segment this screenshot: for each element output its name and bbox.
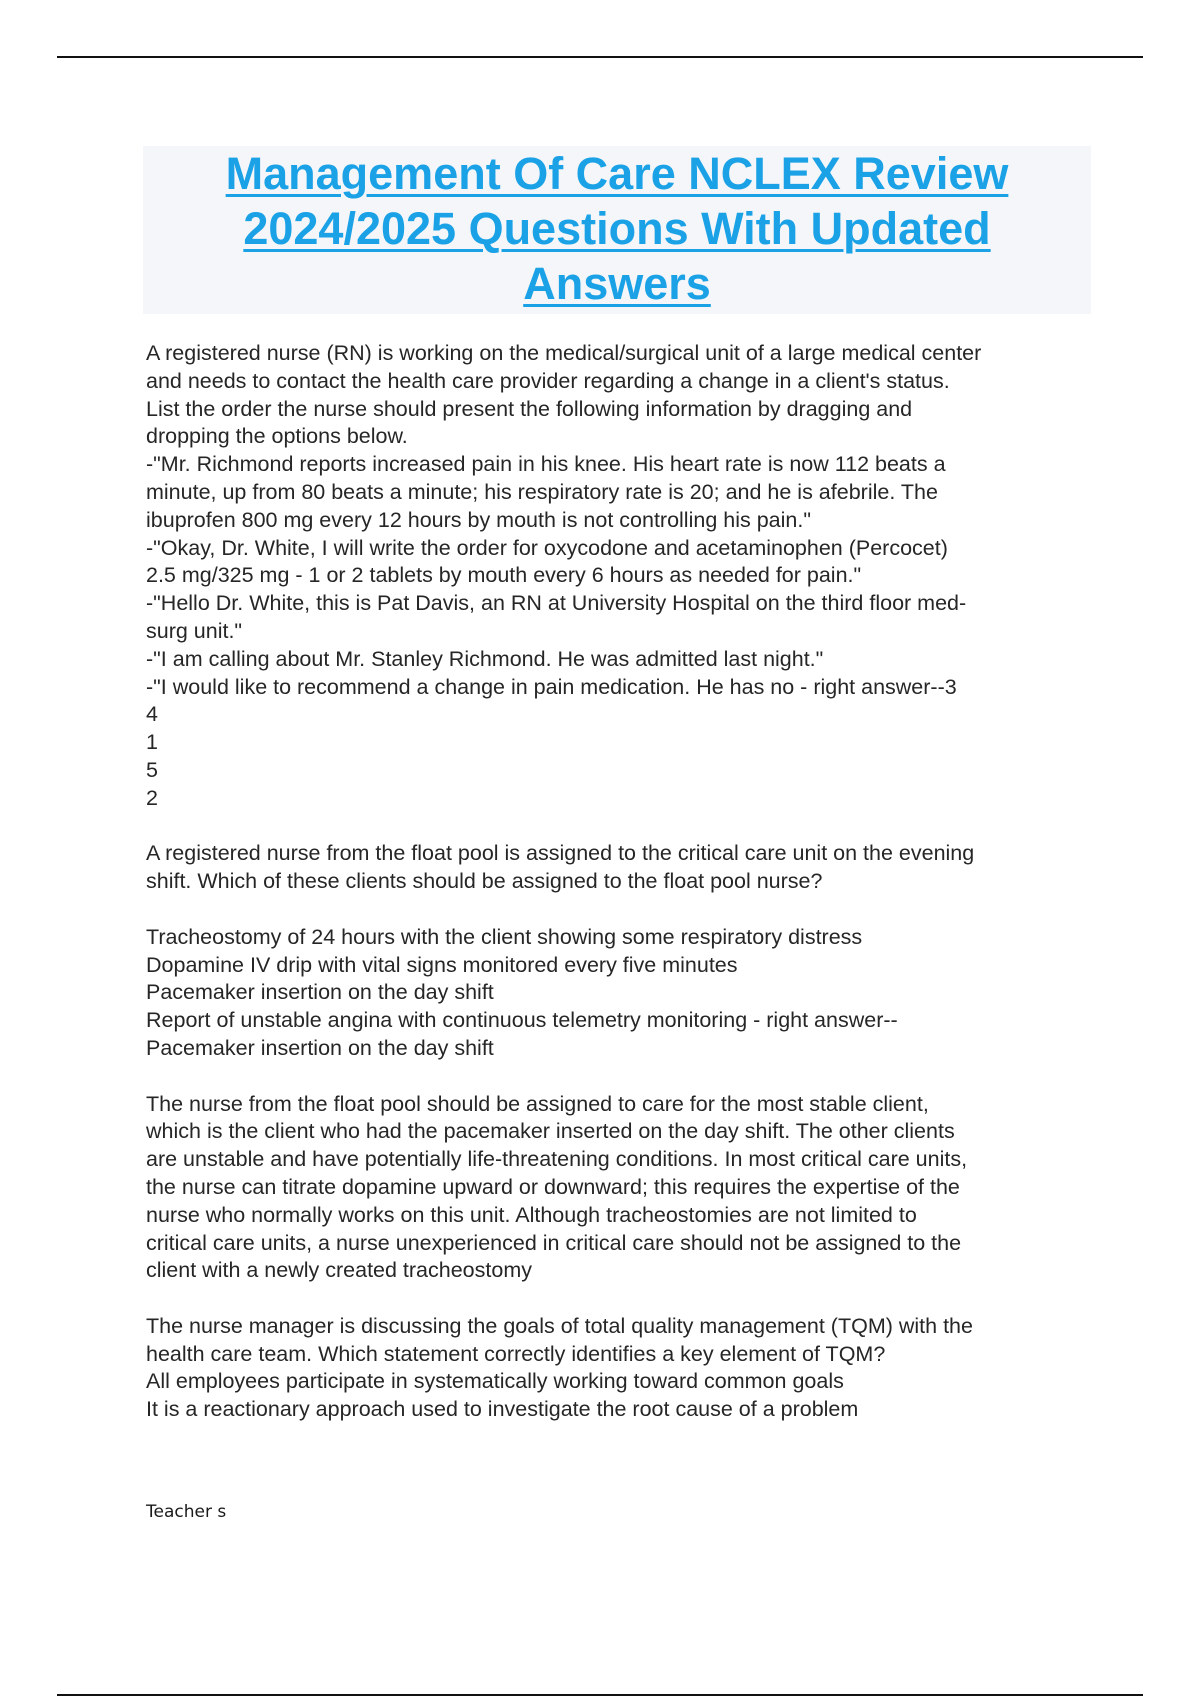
q3-line: health care team. Which statement correctly identifies a key element of TQM?	[146, 1341, 886, 1366]
q2-rationale-line: are unstable and have potentially life-threatening conditions. In most critical care units,	[146, 1147, 968, 1172]
q1-option-line: -"I would like to recommend a change in pain medication. He has no - right answer--3	[146, 674, 957, 699]
paragraph-gap	[146, 1285, 1096, 1313]
title-line-3: Answers	[523, 258, 711, 309]
q2-rationale-line: which is the client who had the pacemaker inserted on the day shift. The other clients	[146, 1119, 955, 1144]
q1-option-line: surg unit."	[146, 618, 243, 643]
q2-option: Dopamine IV drip with vital signs monitored every five minutes	[146, 952, 738, 977]
q1-line: and needs to contact the health care provider regarding a change in a client's status.	[146, 368, 950, 393]
q2-rationale-line: The nurse from the float pool should be assigned to care for the most stable client,	[146, 1091, 929, 1116]
paragraph-gap	[146, 813, 1096, 841]
q1-answer-order: 5	[146, 757, 158, 782]
q1-option-line: 2.5 mg/325 mg - 1 or 2 tablets by mouth every 6 hours as needed for pain."	[146, 563, 862, 588]
question-3	[146, 1313, 1096, 1424]
q2-answer: Pacemaker insertion on the day shift	[146, 1035, 494, 1060]
q2-rationale-line: critical care units, a nurse unexperienced in critical care should not be assigned to the	[146, 1230, 962, 1255]
q2-option: Pacemaker insertion on the day shift	[146, 980, 494, 1005]
question-2	[146, 840, 1096, 1285]
q2-rationale-line: client with a newly created tracheostomy	[146, 1258, 532, 1283]
q1-answer-order: 2	[146, 785, 158, 810]
q1-option-line: -"Mr. Richmond reports increased pain in his knee. His heart rate is now 112 beats a	[146, 452, 946, 477]
q1-option-line: -"Okay, Dr. White, I will write the order for oxycodone and acetaminophen (Percocet)	[146, 535, 948, 560]
paragraph-gap	[146, 896, 1096, 924]
q2-rationale-line: nurse who normally works on this unit. Although tracheostomies are not limited to	[146, 1202, 917, 1227]
q2-prompt-line: shift. Which of these clients should be assigned to the float pool nurse?	[146, 869, 823, 894]
q1-option-line: minute, up from 80 beats a minute; his respiratory rate is 20; and he is afebrile. The	[146, 479, 938, 504]
q1-option-line: ibuprofen 800 mg every 12 hours by mouth is not controlling his pain."	[146, 507, 811, 532]
document-body	[146, 340, 1096, 1424]
paragraph-gap	[146, 1063, 1096, 1091]
title-line-1: Management Of Care NCLEX Review	[225, 148, 1009, 199]
page-footer: Teacher s	[146, 1502, 227, 1522]
document-title-box	[143, 146, 1091, 314]
q2-option: Report of unstable angina with continuous telemetry monitoring - right answer--	[146, 1008, 898, 1033]
q1-line: List the order the nurse should present the following information by dragging and	[146, 396, 913, 421]
title-line-2: 2024/2025 Questions With Updated	[243, 203, 991, 254]
q2-rationale-line: the nurse can titrate dopamine upward or downward; this requires the expertise of the	[146, 1174, 960, 1199]
q3-line: The nurse manager is discussing the goals of total quality management (TQM) with the	[146, 1313, 973, 1338]
q1-option-line: -"I am calling about Mr. Stanley Richmond. He was admitted last night."	[146, 646, 824, 671]
q3-option: All employees participate in systematically working toward common goals	[146, 1369, 844, 1394]
q2-option: Tracheostomy of 24 hours with the client showing some respiratory distress	[146, 924, 863, 949]
q1-option-line: -"Hello Dr. White, this is Pat Davis, an RN at University Hospital on the third floor med-	[146, 591, 967, 616]
q3-option: It is a reactionary approach used to investigate the root cause of a problem	[146, 1397, 859, 1422]
q1-answer-order: 1	[146, 730, 158, 755]
bottom-divider	[57, 1694, 1143, 1696]
q1-line: A registered nurse (RN) is working on the medical/surgical unit of a large medical center	[146, 341, 982, 365]
document-title	[143, 146, 1091, 311]
top-divider	[57, 56, 1143, 58]
q1-line: dropping the options below.	[146, 424, 408, 449]
question-1	[146, 340, 1096, 813]
q2-prompt-line: A registered nurse from the float pool is assigned to the critical care unit on the evening	[146, 841, 975, 866]
q1-answer-order: 4	[146, 702, 158, 727]
